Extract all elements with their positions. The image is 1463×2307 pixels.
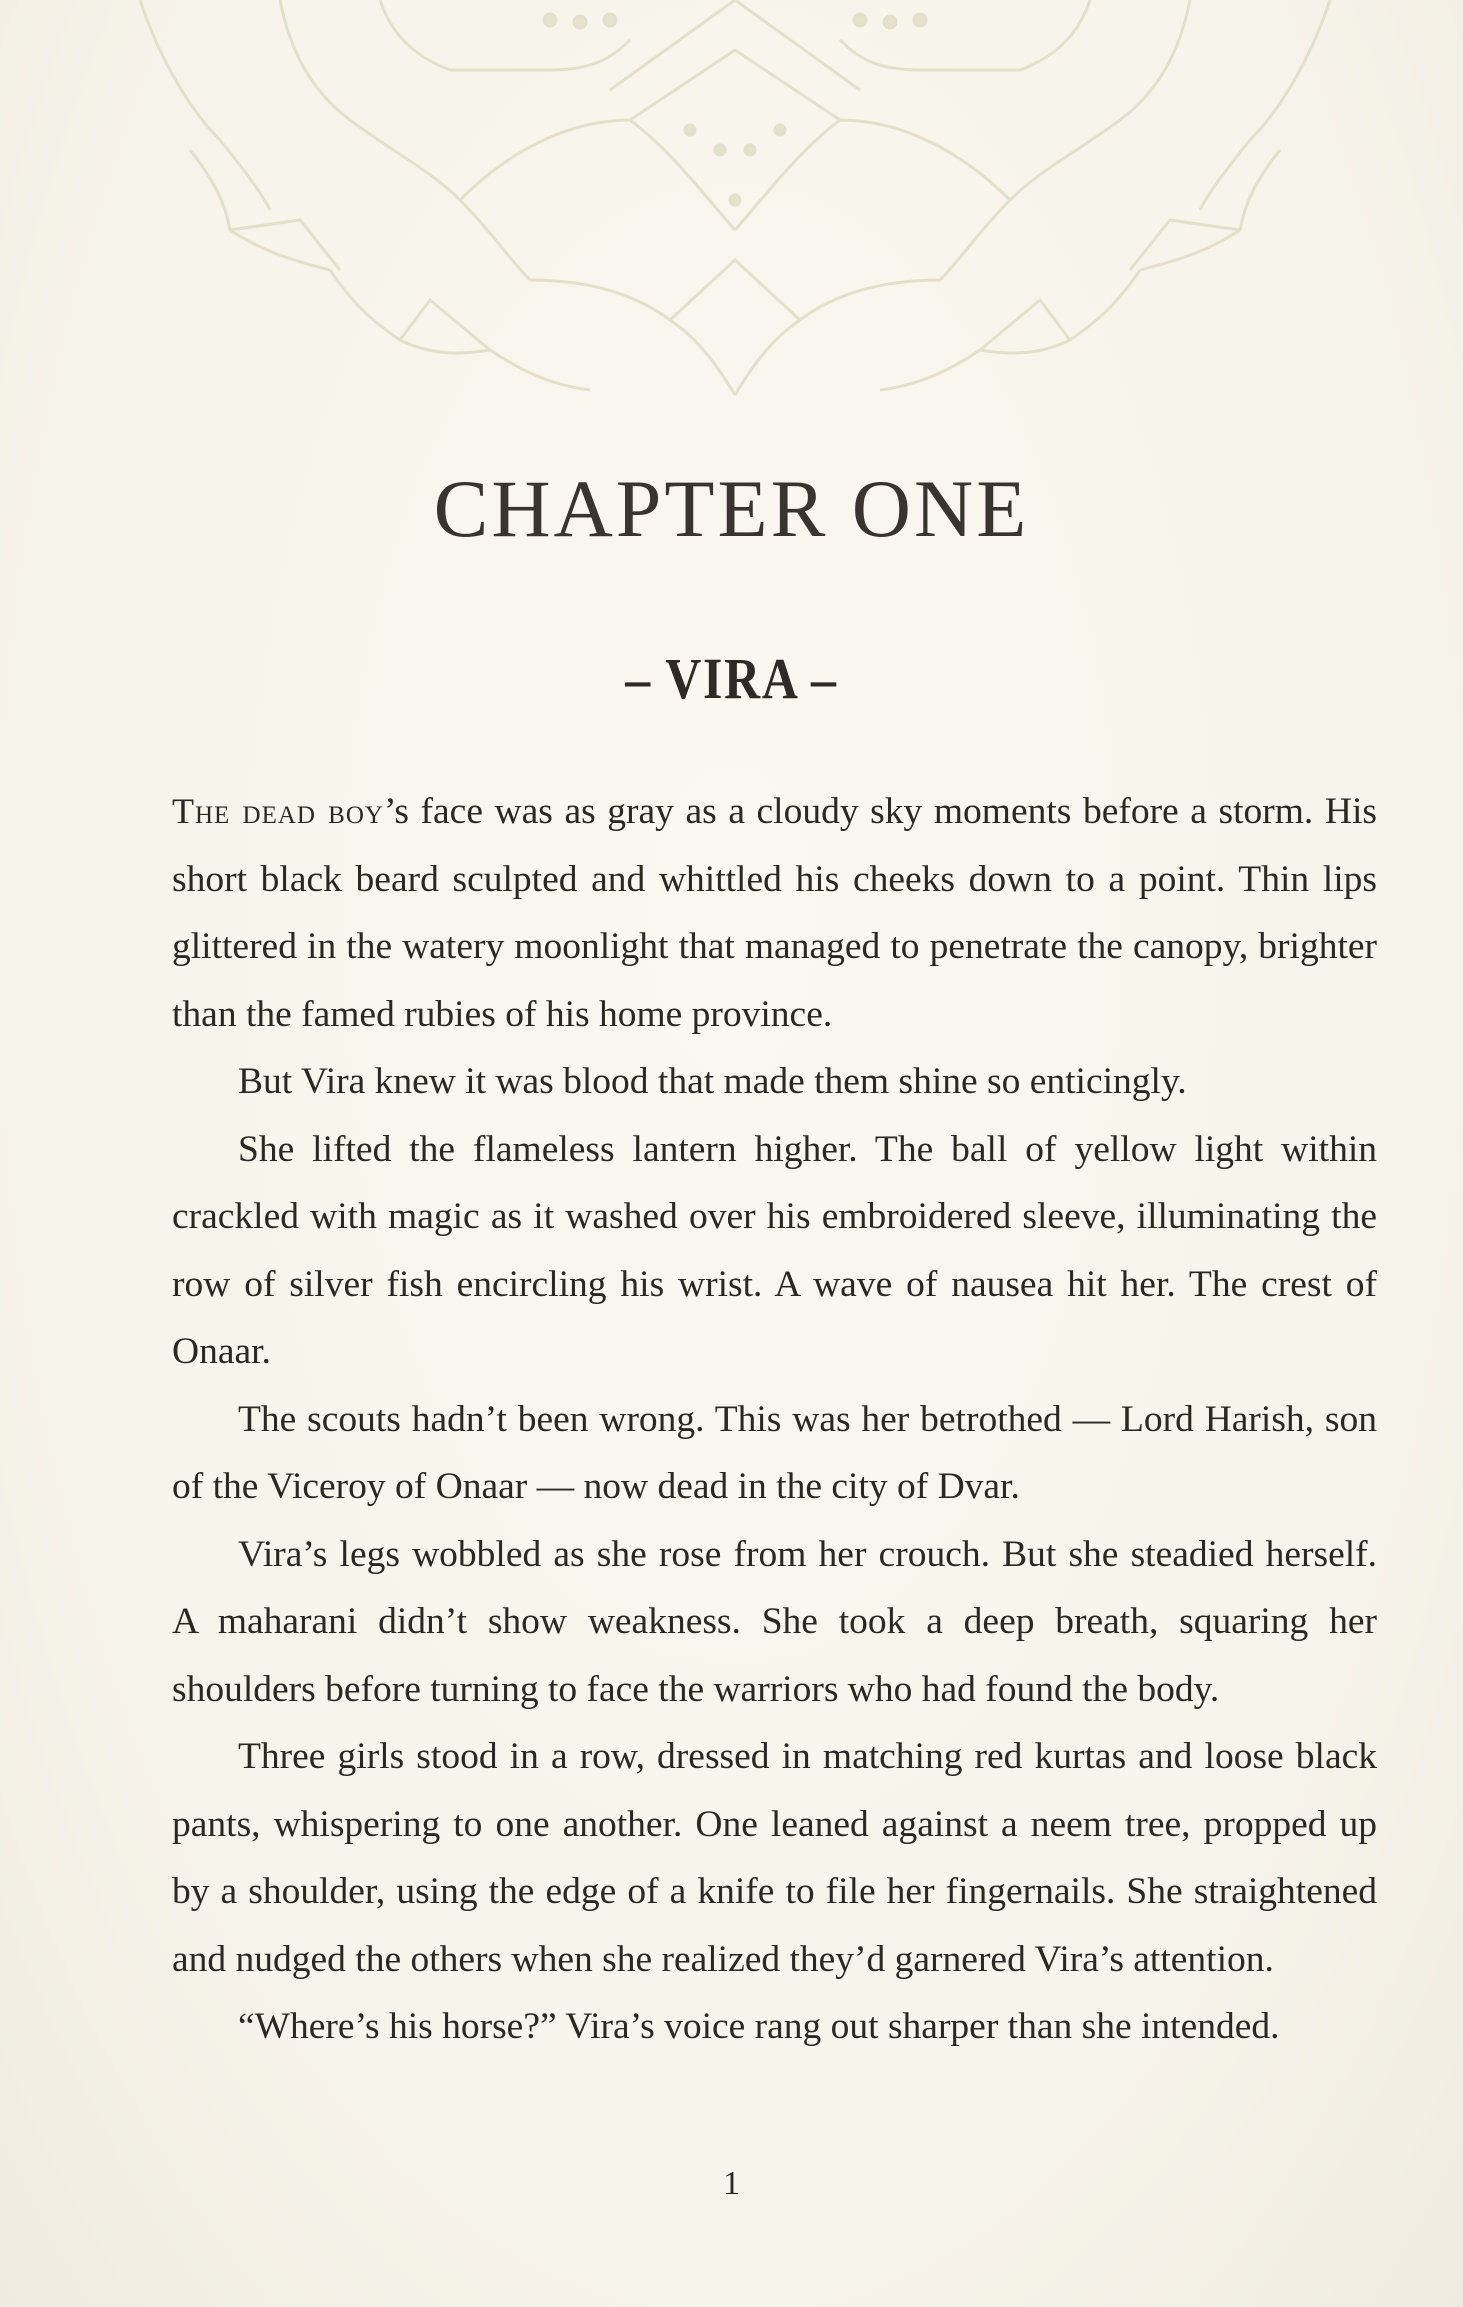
- paragraph: Vira’s legs wobbled as she rose from her crouch. But she steadied herself. A maharani didn’t show weakness. She took a deep breath, squaring her shoulders before turning to face the warriors who had found the body.: [172, 1533, 1377, 1710]
- paragraph: [172, 778, 1377, 1048]
- lead-in-smallcaps: The dead boy: [172, 791, 384, 831]
- paragraph: Three girls stood in a row, dressed in matching red kurtas and loose black pants, whispering to one another. One leaned against a neem tree, propped up by a shoulder, using the edge of a knife to file her fingernails. She straightened and nudged the others when she realized they’d garnered Vira’s attention.: [172, 1736, 1377, 1980]
- lotus-ornament-icon: [130, 0, 1340, 400]
- paragraph-text: ’s face was as gray as a cloudy sky moments before a storm. His short black beard sculpted and whittled his cheeks down to a point. Thin lips glittered in the watery moonlight that managed to penetrate the canopy, brighter than the famed rubies of his home province.: [172, 791, 1377, 1035]
- pov-heading: – VIRA –: [625, 646, 838, 711]
- chapter-body: [172, 778, 1377, 2061]
- paragraph: “Where’s his horse?” Vira’s voice rang out sharper than she intended.: [238, 2006, 1280, 2047]
- paragraph: She lifted the flameless lantern higher. The ball of yellow light within crackled with magic as it washed over his embroidered sleeve, illuminating the row of silver fish encircling his wrist. A wave of nausea hit her. The crest of Onaar.: [172, 1128, 1377, 1372]
- paragraph: But Vira knew it was blood that made them shine so enticingly.: [238, 1061, 1187, 1102]
- chapter-title: CHAPTER ONE: [433, 463, 1030, 554]
- page-number: 1: [723, 2165, 740, 2202]
- paragraph: The scouts hadn’t been wrong. This was her betrothed — Lord Harish, son of the Viceroy of Onaar — now dead in the city of Dvar.: [172, 1398, 1377, 1507]
